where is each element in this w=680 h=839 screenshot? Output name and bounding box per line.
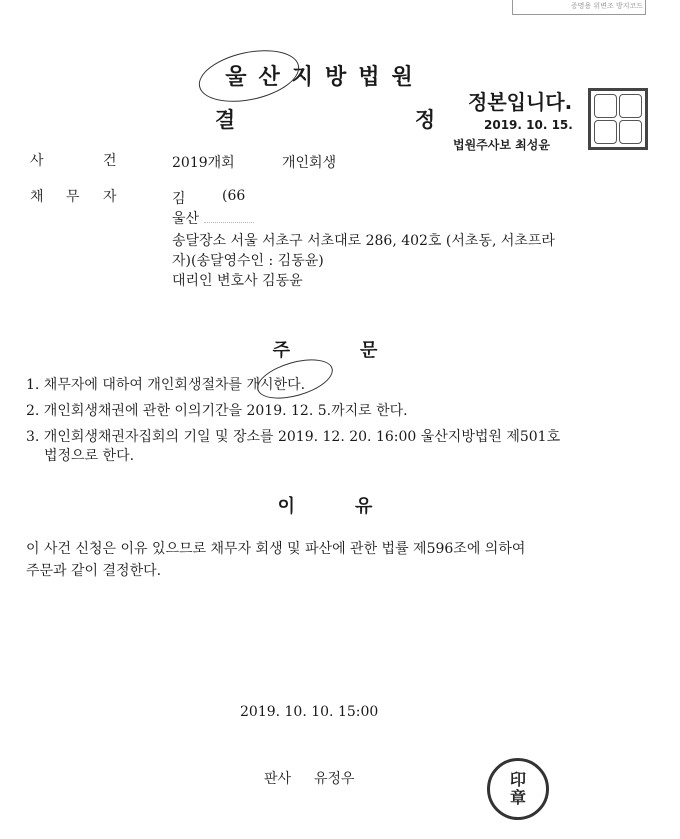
debtor-name: 김 <box>172 191 186 207</box>
order-item: 3. 개인회생채권자집회의 기일 및 장소를 2019. 12. 20. 16:00 울산지방법원 제501호 <box>26 429 561 445</box>
certified-copy-clerk: 법원주사보 최성윤 <box>453 138 550 152</box>
security-code-stamp: 증명용 위변조 방지코드 <box>512 0 646 15</box>
court-name: 울산지방법원 <box>225 64 425 90</box>
debtor-agent: 대리인 변호사 김동윤 <box>172 273 303 289</box>
hand-drawn-circle <box>194 42 304 110</box>
order-item: 2. 개인회생채권에 관한 이의기간을 2019. 12. 5.까지로 한다. <box>26 403 408 419</box>
debtor-address: 울산 <box>172 208 254 228</box>
order-heading: 주 문 <box>272 340 378 361</box>
reason-line: 이 사건 신청은 이유 있으므로 채무자 회생 및 파산에 관한 법률 제596조에 의하여 <box>26 541 526 557</box>
case-label-char: 사 <box>30 153 44 169</box>
debtor-label-char: 자 <box>103 189 117 205</box>
order-item-continuation: 법정으로 한다. <box>44 448 135 464</box>
case-number: 2019개회 <box>172 155 235 171</box>
doc-type-char: 결 <box>214 107 236 132</box>
reason-line: 주문과 같이 결정한다. <box>26 563 162 579</box>
debtor-birth: (66 <box>222 188 246 204</box>
reason-heading: 이 유 <box>277 496 373 517</box>
debtor-label-char: 채 <box>30 189 44 205</box>
service-address-line1: 송달장소 서울 서초구 서초대로 286, 402호 (서초동, 서초프라 <box>172 233 555 249</box>
judge-title: 판사 <box>264 771 292 787</box>
certified-copy-title: 정본입니다. <box>468 90 573 114</box>
judge-name: 유정우 <box>314 771 355 787</box>
order-item: 1. 채무자에 대하여 개인회생절차를 개시한다. <box>26 377 306 393</box>
decision-datetime: 2019. 10. 10. 15:00 <box>240 704 379 720</box>
court-seal-square <box>588 88 648 150</box>
case-label-char: 건 <box>103 153 117 169</box>
judge-seal: 印 章 <box>487 758 549 820</box>
doc-type-char: 정 <box>414 107 436 132</box>
debtor-label-char: 무 <box>66 189 80 205</box>
certified-copy-date: 2019. 10. 15. <box>484 118 573 132</box>
case-type: 개인회생 <box>282 155 337 171</box>
service-address-line2: 자)(송달영수인 : 김동윤) <box>172 253 324 269</box>
